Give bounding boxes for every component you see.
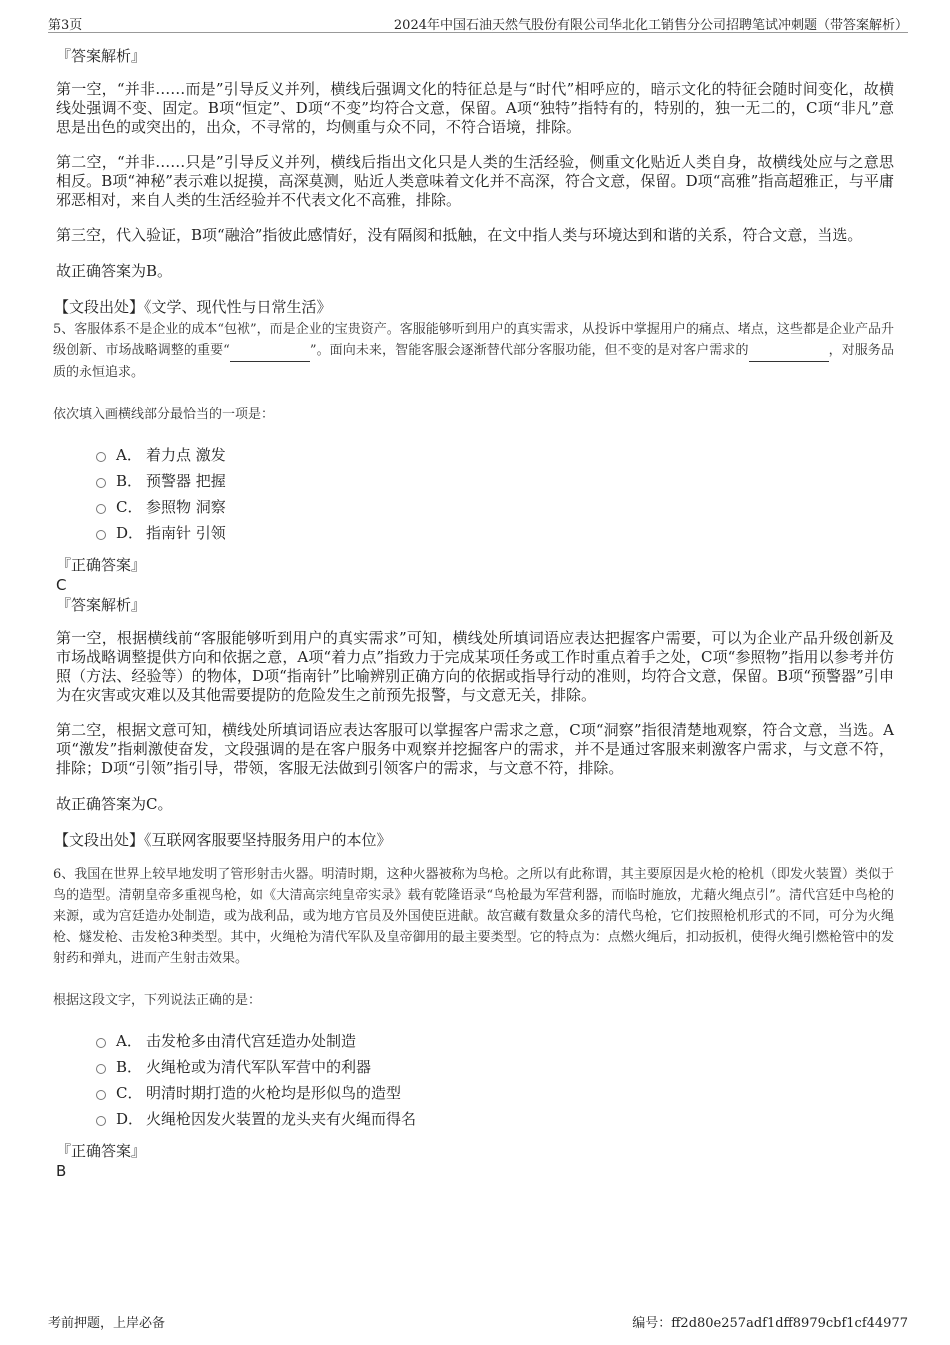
q6-option-c[interactable]: C． 明清时期打造的火枪均是形似鸟的造型 <box>96 1079 894 1105</box>
q5-answer-value: C <box>56 576 67 594</box>
q5-question-text <box>53 319 894 383</box>
q6-answer-label: 『正确答案』 <box>56 1142 147 1160</box>
radio-icon[interactable] <box>96 1038 106 1048</box>
q5-final-answer: 故正确答案为C。 <box>56 795 173 813</box>
q5-answer-label: 『正确答案』 <box>56 556 147 574</box>
q5-text-part-1: 5、客服体系不是企业的成本“包袱”，而是企业的宝贵资产。客服能够听到用户的真实需求，从投诉中掌握用户的痛点、堵点，这些都是企业产品升级创新、市场战略调整的重要“ <box>53 322 894 358</box>
q5-analysis-para-2: 第二空，根据文意可知，横线处所填词语应表达客服可以掌握客户需求之意，C项“洞察”指很清楚地观察，符合文意，当选。A项“激发”指刺激使奋发，文段强调的是在客户服务中观察并挖掘客户的需求，并不是通过客服来刺激客户需求，与文意不符，排除；D项“引领”指引导，带领，客服无法做到引领客户的需求，与文意不符，排除。 <box>56 721 894 777</box>
q5-option-d[interactable]: D． 指南针 引领 <box>96 519 894 545</box>
q6-options <box>96 1027 894 1131</box>
q5-analysis-para-1: 第一空，根据横线前“客服能够听到用户的真实需求”可知，横线处所填词语应表达把握客户需要，可以为企业产品升级创新及市场战略调整提供方向和依据之意，A项“着力点”指致力于完成某项任务或工作时重点着手之处，C项“参照物”指用以参考并仿照（方法、经验等）的物体，D项“指南针”比喻辨别正确方向的依据或指导行动的准则，均符合文意，保留。B项“预警器”引申为在灾害或灾难以及其他需要提防的危险发生之前预先报警，与文意无关，排除。 <box>56 629 894 704</box>
q5-analysis-label: 『答案解析』 <box>56 596 147 614</box>
q4-analysis-label: 『答案解析』 <box>56 47 147 65</box>
footer-serial: 编号：ff2d80e257adf1dff8979cbf1cf44977 <box>632 1316 908 1331</box>
radio-icon[interactable] <box>96 504 106 514</box>
q5-option-a[interactable]: A． 着力点 激发 <box>96 441 894 467</box>
q6-option-d[interactable]: D． 火绳枪因发火装置的龙头夹有火绳而得名 <box>96 1105 894 1131</box>
radio-icon[interactable] <box>96 1116 106 1126</box>
q6-option-a[interactable]: A． 击发枪多由清代宫廷造办处制造 <box>96 1027 894 1053</box>
radio-icon[interactable] <box>96 452 106 462</box>
q5-blank-2 <box>749 340 829 362</box>
document-title: 2024年中国石油天然气股份有限公司华北化工销售分公司招聘笔试冲刺题（带答案解析） <box>393 18 908 33</box>
radio-icon[interactable] <box>96 1064 106 1074</box>
page-content <box>53 46 894 1181</box>
q6-question-text: 6、我国在世界上较早地发明了管形射击火器。明清时期，这种火器被称为鸟枪。之所以有此称谓，其主要原因是火枪的枪机（即发火装置）类似于鸟的造型。清朝皇帝多重视鸟枪，如《大清高宗纯皇帝实录》载有乾隆语录“鸟枪最为军营利器，而临时施放，尤藉火绳点引”。清代宫廷中鸟枪的来源，或为宫廷造办处制造，或为战利品，或为地方官员及外国使臣进献。故宫藏有数量众多的清代鸟枪，它们按照枪机形式的不同，可分为火绳枪、燧发枪、击发枪3种类型。其中，火绳枪为清代军队及皇帝御用的最主要类型。它的特点为：点燃火绳后，扣动扳机，使得火绳引燃枪管中的发射药和弹丸，进而产生射击效果。 <box>53 867 894 966</box>
q6-answer-value: B <box>56 1162 67 1180</box>
radio-icon[interactable] <box>96 530 106 540</box>
q5-options <box>96 441 894 545</box>
q4-analysis-para-3: 第三空，代入验证，B项“融洽”指彼此感情好，没有隔阂和抵触，在文中指人类与环境达到和谐的关系，符合文意，当选。 <box>56 226 863 244</box>
page-header <box>48 12 908 33</box>
radio-icon[interactable] <box>96 1090 106 1100</box>
q6-option-b[interactable]: B． 火绳枪或为清代军队军营中的利器 <box>96 1053 894 1079</box>
q5-blank-1 <box>230 340 310 362</box>
q4-source: 【文段出处】《文学、现代性与日常生活》 <box>54 298 332 316</box>
q5-source: 【文段出处】《互联网客服要坚持服务用户的本位》 <box>54 831 392 849</box>
q6-prompt: 根据这段文字，下列说法正确的是： <box>53 993 262 1008</box>
q4-final-answer: 故正确答案为B。 <box>56 262 173 280</box>
footer-slogan: 考前押题，上岸必备 <box>48 1316 166 1331</box>
q5-text-part-2: ”。面向未来，智能客服会逐渐替代部分客服功能，但不变的是对客户需求的 <box>309 343 749 358</box>
q5-text-part-3: ，对服务品质的永恒追求。 <box>53 343 894 380</box>
q5-option-b[interactable]: B． 预警器 把握 <box>96 467 894 493</box>
page-number: 第3页 <box>48 18 83 33</box>
q4-analysis-para-2: 第二空，“并非……只是”引导反义并列，横线后指出文化只是人类的生活经验，侧重文化贴近人类自身，故横线处应与之意思相反。B项“神秘”表示难以捉摸，高深莫测，贴近人类意味着文化并不高深，符合文意，保留。D项“高雅”指高超雅正，与平庸邪恶相对，来自人类的生活经验并不代表文化不高雅，排除。 <box>56 153 894 209</box>
radio-icon[interactable] <box>96 478 106 488</box>
q5-prompt: 依次填入画横线部分最恰当的一项是： <box>53 407 275 422</box>
q4-analysis-para-1: 第一空，“并非……而是”引导反义并列，横线后强调文化的特征总是与“时代”相呼应的，暗示文化的特征会随时间变化，故横线处强调不变、固定。B项“恒定”、D项“不变”均符合文意，保留。A项“独特”指特有的，特别的，独一无二的，C项“非凡”意思是出色的或突出的，出众，不寻常的，均侧重与众不同，不符合语境，排除。 <box>56 80 894 136</box>
q5-option-c[interactable]: C． 参照物 洞察 <box>96 493 894 519</box>
